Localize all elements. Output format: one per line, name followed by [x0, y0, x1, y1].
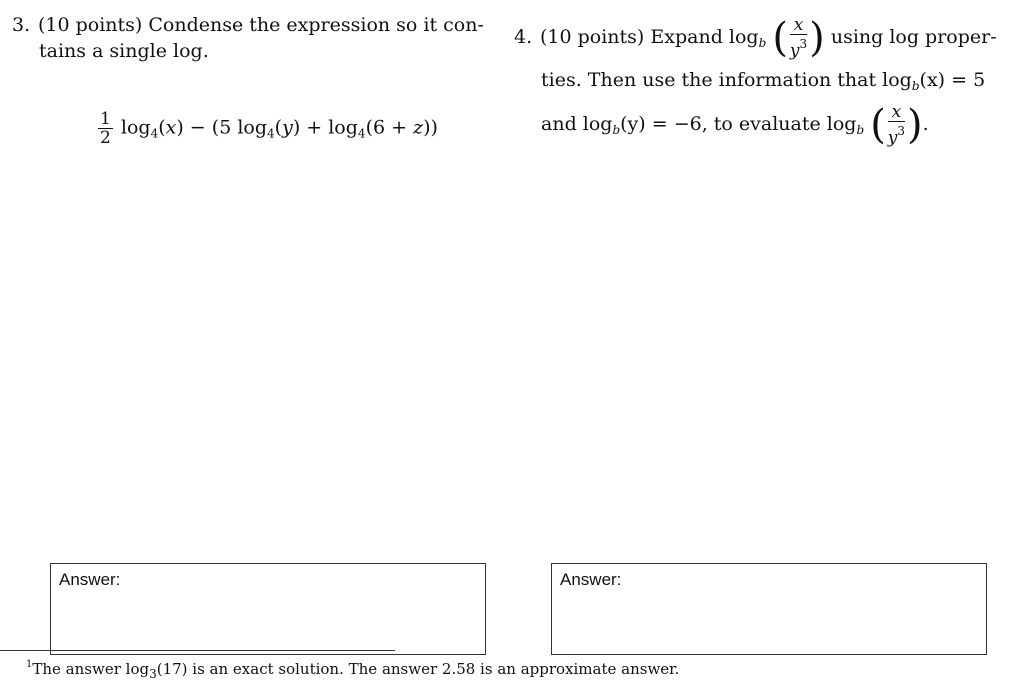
footnote-text-a: The answer log: [32, 660, 150, 678]
q3-close: )): [423, 116, 438, 139]
q4-base4: b: [856, 123, 865, 137]
q4-fraction2: [888, 103, 905, 147]
q4-paren-right: ): [809, 15, 825, 61]
q4-paren2-right: ): [907, 102, 923, 148]
q3-number: 3.: [12, 14, 31, 36]
q4-frac2-den: y: [887, 128, 898, 148]
q3-base3: 4: [357, 126, 366, 141]
q4-frac2-num: x: [888, 103, 905, 122]
footnote-rule: [0, 650, 395, 651]
q3-arg-tail: 6 +: [372, 116, 414, 139]
q4-base2: b: [911, 79, 920, 93]
q3-log1: log: [120, 116, 151, 139]
q4-frac1-exp: 3: [799, 37, 808, 51]
q4-line2a: ties. Then use the information that log: [541, 69, 912, 91]
footnote-text-b: (17) is an exact solution. The answer 2.58 is an approximate answer.: [156, 660, 680, 678]
question-4: [514, 16, 1014, 150]
q4-paren2-left: (: [870, 102, 886, 148]
q3-answer-box[interactable]: [50, 563, 486, 655]
q4-number: 4.: [514, 26, 533, 48]
q4-line3: [514, 103, 1014, 150]
q3-frac-num: 1: [100, 109, 111, 129]
q3-prompt-line2: tains a single log.: [39, 40, 209, 62]
q3-plus: +: [306, 116, 323, 139]
q4-answer-label: Answer:: [560, 570, 622, 589]
q4-line1: [514, 16, 1014, 63]
q4-answer-box[interactable]: [551, 563, 987, 655]
q3-log2: log: [237, 116, 268, 139]
q3-paren-open: (: [211, 116, 220, 139]
q4-line2: [514, 63, 1014, 103]
q4-paren-left: (: [772, 15, 788, 61]
q3-base2: 4: [267, 126, 275, 141]
q4-line3a: and log: [541, 113, 613, 135]
q3-var-x: x: [165, 116, 177, 139]
q4-frac1-num: x: [790, 16, 807, 35]
q4-base3: b: [612, 123, 621, 137]
footnote: [26, 656, 679, 683]
q3-frac-den: 2: [100, 128, 111, 148]
q3-base1: 4: [150, 126, 159, 141]
question-3: [12, 12, 490, 64]
q3-minus: −: [189, 116, 206, 139]
q3-var-z: z: [413, 116, 424, 139]
q3-line1: [12, 12, 490, 38]
q4-frac1-den: y: [789, 41, 800, 61]
q4-base1: b: [758, 36, 767, 50]
q3-fraction: [98, 110, 113, 147]
q4-line2b: (x) = 5: [919, 69, 986, 91]
q3-coef: 5: [219, 116, 232, 139]
q3-answer-label: Answer:: [59, 570, 121, 589]
footnote-base: 3: [149, 667, 157, 681]
q4-intro: (10 points) Expand log: [540, 26, 759, 48]
footnote-mark: 1: [26, 659, 33, 670]
q3-expression: $\frac{1}{2}$ $\log_4(x) - (5$ $\log_4(y) + \log_4(6 + z)$): [100, 109, 438, 148]
q4-line3b: (y) = −6, to evaluate log: [620, 113, 857, 135]
q4-after: using log proper-: [830, 26, 997, 48]
q3-prompt-line1: (10 points) Condense the expression so it con-: [38, 14, 484, 36]
q4-fraction1: [790, 16, 807, 60]
q3-log3: log: [328, 116, 358, 139]
q4-frac2-exp: 3: [897, 124, 906, 138]
q4-period: .: [922, 113, 929, 135]
q3-var-y: y: [282, 116, 293, 139]
